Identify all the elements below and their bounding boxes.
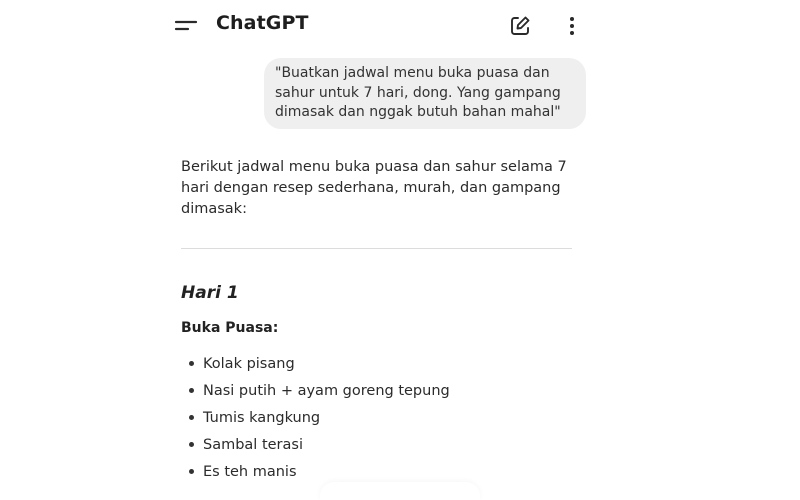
app-header <box>0 0 800 50</box>
list-item-text: Kolak pisang <box>203 356 295 372</box>
list-item <box>181 434 450 461</box>
user-message-bubble: "Buatkan jadwal menu buka puasa dan sahur untuk 7 hari, dong. Yang gampang dimasak dan nggak butuh bahan mahal" <box>264 58 586 129</box>
list-item-text: Sambal terasi <box>203 437 303 453</box>
assistant-intro-text: Berikut jadwal menu buka puasa dan sahur selama 7 hari dengan resep sederhana, murah, dan gampang dimasak: <box>181 159 567 217</box>
hamburger-icon[interactable] <box>172 14 200 38</box>
more-vertical-icon[interactable] <box>562 13 582 39</box>
edit-icon[interactable] <box>507 13 533 39</box>
bullet-icon <box>189 388 194 393</box>
list-item-text: Tumis kangkung <box>203 410 321 426</box>
section-divider <box>181 248 572 249</box>
menu-list <box>181 353 450 488</box>
bullet-icon <box>189 361 194 366</box>
day-heading: Hari 1 <box>181 283 239 303</box>
app-title: ChatGPT <box>216 12 309 34</box>
bottom-composer-edge <box>320 482 480 500</box>
bullet-icon <box>189 415 194 420</box>
list-item-text: Es teh manis <box>203 464 297 480</box>
bullet-icon <box>189 442 194 447</box>
list-item-text: Nasi putih + ayam goreng tepung <box>203 383 450 399</box>
list-item <box>181 407 450 434</box>
list-item <box>181 380 450 407</box>
bullet-icon <box>189 469 194 474</box>
section-label-buka-puasa: Buka Puasa: <box>181 320 279 336</box>
list-item <box>181 353 450 380</box>
